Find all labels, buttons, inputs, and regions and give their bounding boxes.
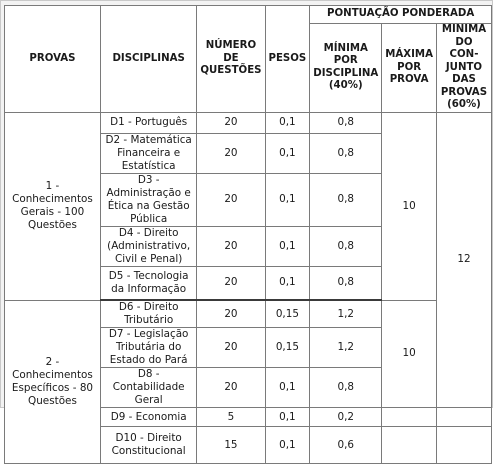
disciplina-d7: D7 - Legislação Tributária do Estado do Pará	[100, 328, 196, 368]
questoes-d3: 20	[197, 173, 265, 226]
scoring-table	[4, 5, 492, 464]
questoes-d2: 20	[197, 133, 265, 173]
minima-d10: 0,6	[310, 427, 382, 464]
disciplina-d1: D1 - Português	[100, 112, 196, 133]
maxima-group-2: 10	[382, 300, 437, 408]
maxima-empty-d10	[382, 427, 437, 464]
conjunto-empty-d10	[436, 427, 491, 464]
minima-d5: 0,8	[310, 266, 382, 300]
peso-d3: 0,1	[265, 173, 310, 226]
minima-d6: 1,2	[310, 300, 382, 328]
minima-d7: 1,2	[310, 328, 382, 368]
questoes-d9: 5	[197, 408, 265, 427]
minima-d9: 0,2	[310, 408, 382, 427]
disciplina-d6: D6 - Direito Tributário	[100, 300, 196, 328]
peso-d6: 0,15	[265, 300, 310, 328]
peso-d4: 0,1	[265, 226, 310, 266]
questoes-d10: 15	[197, 427, 265, 464]
maxima-group-1: 10	[382, 112, 437, 300]
header-minima-conjunto: MÍNIMA DO CON-JUNTO DAS PROVAS (60%)	[436, 24, 491, 113]
header-pontuacao-ponderada: PONTUAÇÃO PONDERADA	[310, 6, 492, 24]
disciplina-d4: D4 - Direito (Administrativo, Civil e Penal)	[100, 226, 196, 266]
peso-d10: 0,1	[265, 427, 310, 464]
peso-d9: 0,1	[265, 408, 310, 427]
questoes-d6: 20	[197, 300, 265, 328]
peso-d2: 0,1	[265, 133, 310, 173]
disciplina-d5: D5 - Tecnologia da Informação	[100, 266, 196, 300]
disciplina-d2: D2 - Matemática Financeira e Estatística	[100, 133, 196, 173]
minima-d2: 0,8	[310, 133, 382, 173]
prova-group-1: 1 - Conhecimentos Gerais - 100 Questões	[5, 112, 101, 300]
questoes-d7: 20	[197, 328, 265, 368]
disciplina-d9: D9 - Economia	[100, 408, 196, 427]
peso-d1: 0,1	[265, 112, 310, 133]
minima-d1: 0,8	[310, 112, 382, 133]
disciplina-d3: D3 - Administração e Ética na Gestão Pública	[100, 173, 196, 226]
questoes-d8: 20	[197, 368, 265, 408]
questoes-d5: 20	[197, 266, 265, 300]
peso-d5: 0,1	[265, 266, 310, 300]
minima-conjunto-value: 12	[436, 112, 491, 408]
minima-d3: 0,8	[310, 173, 382, 226]
prova-group-2: 2 - Conhecimentos Específicos - 80 Questões	[5, 300, 101, 464]
minima-d4: 0,8	[310, 226, 382, 266]
conjunto-empty-d9	[436, 408, 491, 427]
header-minima-por-disciplina: MÍNIMA POR DISCIPLINA (40%)	[310, 24, 382, 113]
maxima-empty-d9	[382, 408, 437, 427]
questoes-d1: 20	[197, 112, 265, 133]
disciplina-d10: D10 - Direito Constitucional	[100, 427, 196, 464]
header-pesos: PESOS	[265, 6, 310, 113]
header-disciplinas: DISCIPLINAS	[100, 6, 196, 113]
questoes-d4: 20	[197, 226, 265, 266]
peso-d7: 0,15	[265, 328, 310, 368]
header-numero-questoes: NÚMERO DE QUESTÕES	[197, 6, 265, 113]
disciplina-d8: D8 - Contabilidade Geral	[100, 368, 196, 408]
peso-d8: 0,1	[265, 368, 310, 408]
header-provas: PROVAS	[5, 6, 101, 113]
minima-d8: 0,8	[310, 368, 382, 408]
header-maxima-por-prova: MÁXIMA POR PROVA	[382, 24, 437, 113]
